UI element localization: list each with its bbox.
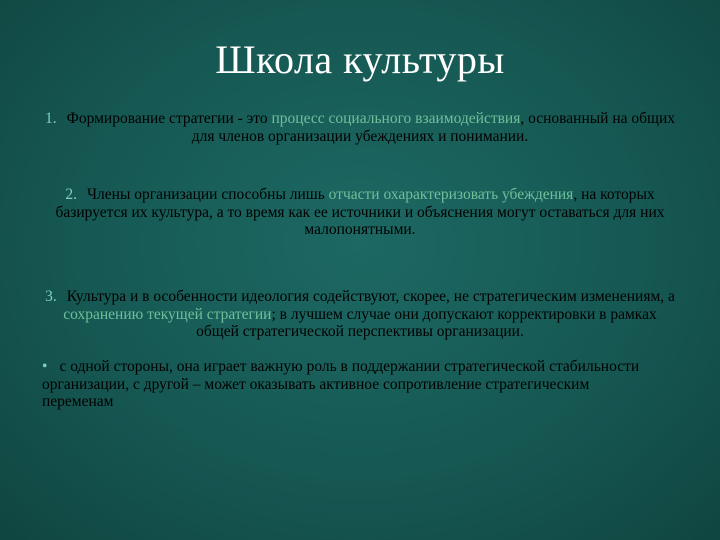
paragraph-3-text-start: Культура и в особенности идеология содействуют, скорее, не стратегическим изменениям, а <box>66 288 675 305</box>
bullet-text: с одной стороны, она играет важную роль в поддержании стратегической стабильности организации, с другой – может оказывать активное сопротивление стратегическим переменам <box>42 358 640 410</box>
paragraph-2-text-end: , на которых базируется их культура, а то время как ее источники и объяснения могут оставаться для них малопонятными. <box>55 186 665 238</box>
paragraph-1-text-end: , основанный на общих для членов организации убеждениях и понимании. <box>191 110 676 145</box>
paragraph-3-text-end: ; в лучшем случае они допускают корректировки в рамках общей стратегической перспективы организации. <box>196 305 657 340</box>
paragraph-3-highlight: сохранению текущей стратегии <box>63 305 272 323</box>
paragraph-1-number: 1. <box>44 110 57 127</box>
slide-title: Школа культуры <box>215 37 505 82</box>
paragraph-2-highlight: отчасти охарактеризовать убеждения <box>328 186 574 203</box>
paragraph-1-highlight: процесс социального взаимодействия <box>271 110 521 127</box>
paragraph-2 <box>40 186 680 239</box>
paragraph-1 <box>40 110 680 145</box>
paragraph-2-text-start: Члены организации способны лишь <box>86 186 329 203</box>
bullet-item <box>42 358 662 411</box>
bullet-icon: • <box>42 358 48 375</box>
paragraph-3 <box>40 288 680 341</box>
paragraph-1-text-start: Формирование стратегии - это <box>66 110 272 127</box>
paragraph-2-number: 2. <box>65 186 77 203</box>
paragraph-3-number: 3. <box>45 288 57 305</box>
